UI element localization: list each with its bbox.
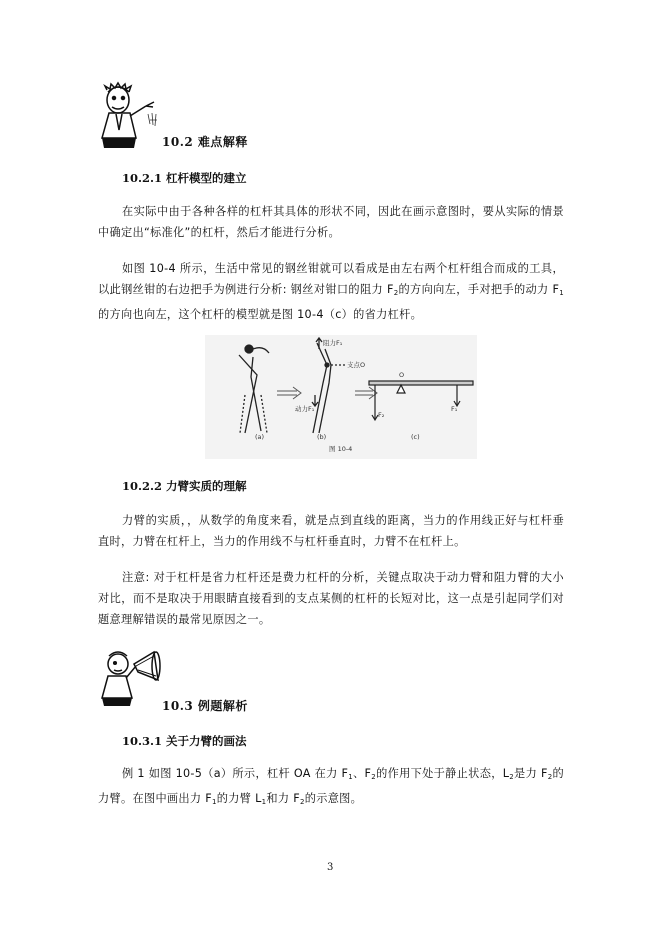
label-f2: F₂ <box>378 411 385 419</box>
figure-caption: 图 10-4 <box>329 445 353 453</box>
paragraph-moment-arm: 力臂的实质，，从数学的角度来看，就是点到直线的距离，当力的作用线正好与杠杆垂直时，力臂在杠杆上，当力的作用线不与杠杆垂直时，力臂不在杠杆上。 <box>98 514 564 548</box>
section-title-10-2: 10.2 难点解释 <box>162 135 248 149</box>
paragraph-pliers: 如图 10-4 所示，生活中常见的钢丝钳就可以看成是由左右两个杠杆组合而成的工具，以此钢丝钳的右边把手为例进行分析: 钢丝对钳口的阻力 $F_2$的方向向左，手对把手的动力 $F_1$的方向也向左，这个杠杆的模型就是图 10-4（c）的省力杠杆。 <box>98 262 564 321</box>
label-effort: 动力F₁ <box>295 405 315 413</box>
label-a: (a) <box>255 433 265 441</box>
subsection-title-10-2-1: 10.2.1 杠杆模型的建立 <box>122 171 247 185</box>
subsection-title-10-2-2: 10.2.2 力臂实质的理解 <box>122 479 247 493</box>
cartoon-man-megaphone-icon <box>96 646 166 706</box>
cartoon-man-pointing-icon <box>96 80 162 150</box>
figure-10-4 <box>205 335 477 459</box>
paragraph-lever-model: 在实际中由于各种各样的杠杆其具体的形状不同，因此在画示意图时，要从实际的情景中确定出“标准化”的杠杆，然后才能进行分析。 <box>98 205 564 239</box>
section-title-10-3: 10.3 例题解析 <box>162 699 248 713</box>
label-resistance: 阻力F₁ <box>323 339 343 347</box>
subsection-title-10-3-1: 10.3.1 关于力臂的画法 <box>122 734 247 748</box>
label-o: O <box>399 371 405 379</box>
page-number: 3 <box>327 862 334 873</box>
paragraph-example-1: 例 1 如图 10-5（a）所示，杠杆 OA 在力 $F_1$、$F_2$的作用下处于静止状态，$L_2$是力 $F_2$的力臂。在图中画出力 $F_1$的力臂 $L_1$和力 $F_2$的示意图。 <box>98 767 564 806</box>
paragraph-note: 注意: 对于杠杆是省力杠杆还是费力杠杆的分析，关键点取决于动力臂和阻力臂的大小对比，而不是取决于用眼睛直接看到的支点某侧的杠杆的长短对比，这一点是引起同学们对题意理解错误的最常见原因之一。 <box>98 571 564 626</box>
label-c: (c) <box>411 433 420 441</box>
label-f1: F₁ <box>451 405 458 413</box>
label-b: (b) <box>317 433 327 441</box>
label-fulcrum: 支点O <box>347 361 366 369</box>
